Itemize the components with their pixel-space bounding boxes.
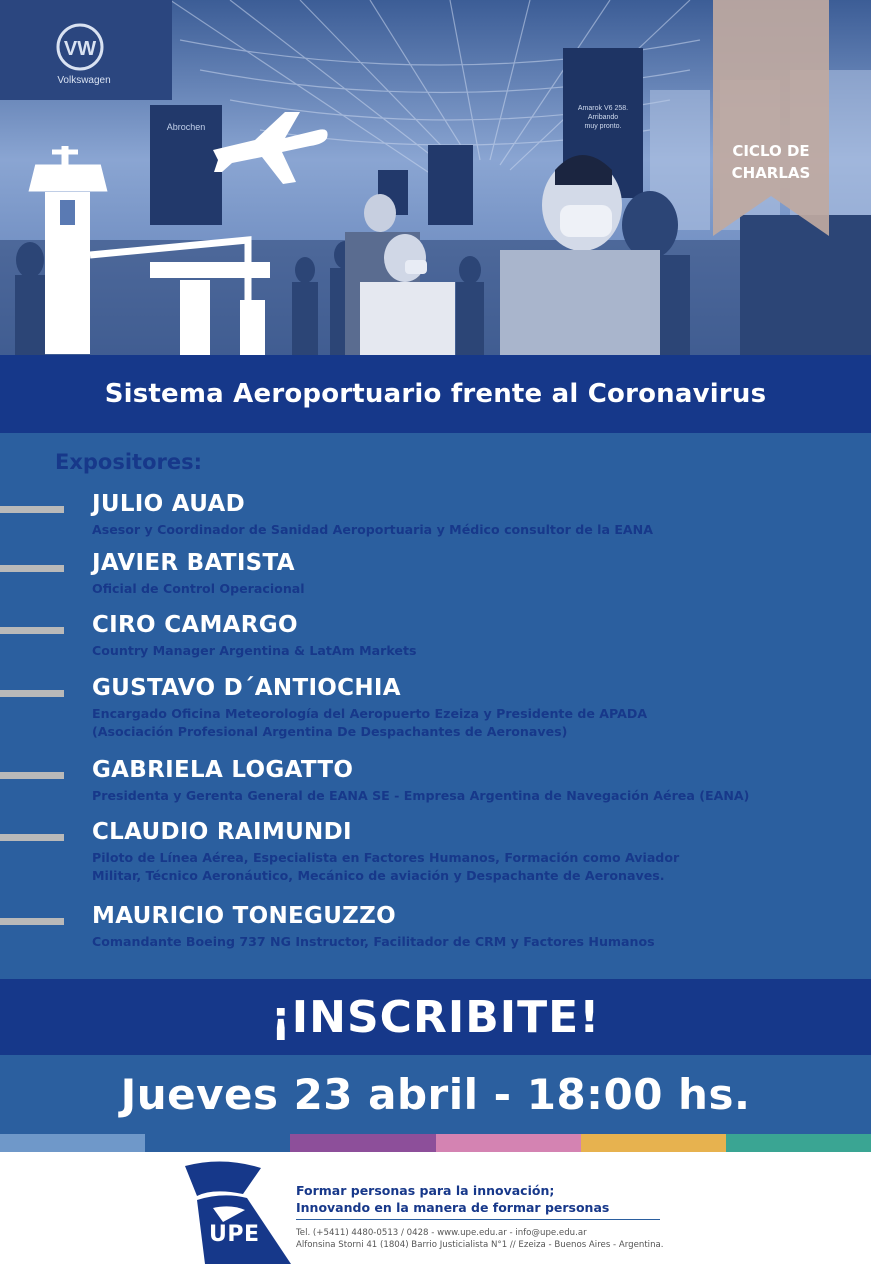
title-bar [0,355,871,433]
speaker-name: MAURICIO TONEGUZZO [92,903,396,929]
ribbon-line-2: CHARLAS [731,164,811,182]
speaker-name: CLAUDIO RAIMUNDI [92,819,352,845]
speaker-role: Asesor y Coordinador de Sanidad Aeroportuaria y Médico consultor de la EANA [92,522,653,537]
register-label[interactable]: ¡INSCRIBITE! [270,991,601,1043]
speaker-name: GUSTAVO D´ANTIOCHIA [92,675,401,701]
stripe-segment [581,1134,726,1152]
contact-info [296,1227,664,1251]
divider-dash [0,506,64,513]
svg-text:Abrochen: Abrochen [166,122,206,132]
speakers-heading: Expositores: [55,450,203,474]
speaker-role: Comandante Boeing 737 NG Instructor, Facilitador de CRM y Factores Humanos [92,934,655,949]
speaker-role: Piloto de Línea Aérea, Especialista en Factores Humanos, Formación como Aviador Militar, Técnico Aeronáutico, Mecánico de aviación y Despachante de Aeronaves. [92,850,680,883]
stripe-segment [436,1134,581,1152]
speaker-name: JAVIER BATISTA [92,550,295,576]
event-date: Jueves 23 abril - 18:00 hs. [120,1070,751,1119]
footer [0,1152,871,1280]
divider-dash [0,627,64,634]
slogan [296,1182,609,1216]
divider-dash [0,834,64,841]
date-bar [0,1055,871,1134]
stripe-segment [726,1134,871,1152]
speaker-name: CIRO CAMARGO [92,612,298,638]
event-title: Sistema Aeroportuario frente al Coronavirus [104,379,767,409]
divider-dash [0,772,64,779]
stripe-segment [290,1134,435,1152]
upe-logo-text: UPE [209,1222,260,1247]
register-banner[interactable] [0,979,871,1055]
speaker-role: Country Manager Argentina & LatAm Markets [92,643,417,658]
svg-text:VW: VW [63,38,97,60]
speaker-name: JULIO AUAD [92,491,245,517]
contact-line-1[interactable]: Tel. (+5411) 4480-0513 / 0428 - www.upe.edu.ar - info@upe.edu.ar [296,1228,587,1238]
vw-board-text: Volkswagen [57,75,111,86]
speaker-role: Oficial de Control Operacional [92,581,305,596]
contact-line-2: Alfonsina Storni 41 (1804) Barrio Justicialista N°1 // Ezeiza - Buenos Aires - Argentina. [296,1240,664,1250]
svg-text:Arribando: Arribando [587,114,619,121]
upe-logo-icon [183,1160,293,1264]
speakers-section [0,433,871,979]
ribbon-label [713,140,829,184]
footer-divider [296,1219,660,1220]
divider-dash [0,565,64,572]
color-stripe [0,1134,871,1152]
speaker-name: GABRIELA LOGATTO [92,757,354,783]
stripe-segment [0,1134,145,1152]
ribbon-line-1: CICLO DE [732,142,810,160]
speaker-role: Presidenta y Gerenta General de EANA SE - Empresa Argentina de Navegación Aérea (EANA) [92,788,750,803]
stripe-segment [145,1134,290,1152]
divider-dash [0,918,64,925]
hero-banner [0,0,871,355]
slogan-line-2: Innovando en la manera de formar personas [296,1200,610,1215]
speaker-role: Encargado Oficina Meteorología del Aeropuerto Ezeiza y Presidente de APADA (Asociación Profesional Argentina De Despachantes de Aeronaves) [92,706,648,739]
svg-text:muy pronto.: muy pronto. [584,123,622,130]
ribbon-banner [713,0,829,236]
svg-text:Amarok V6 258.: Amarok V6 258. [577,105,629,112]
slogan-line-1: Formar personas para la innovación; [296,1183,555,1198]
divider-dash [0,690,64,697]
